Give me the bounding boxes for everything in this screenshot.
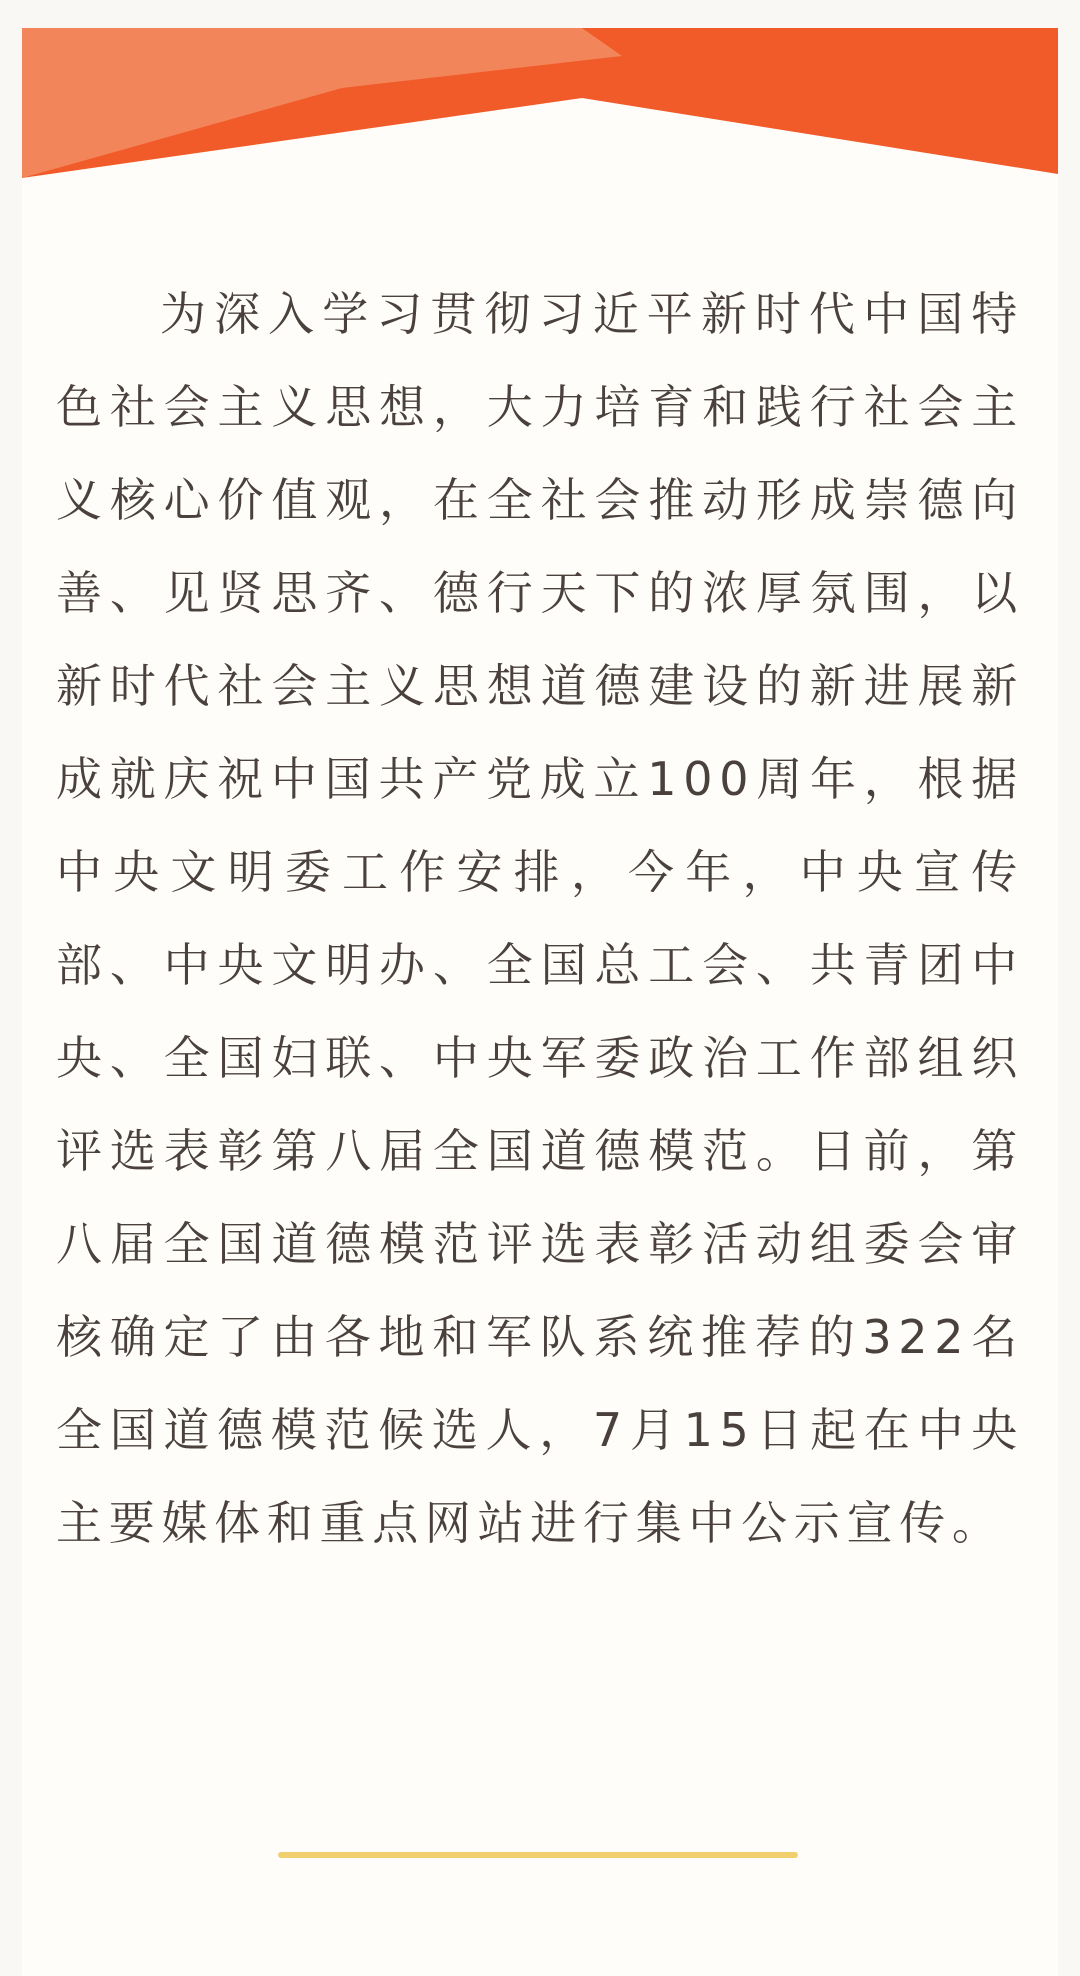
header-banner <box>22 28 1058 188</box>
divider-line <box>278 1852 798 1858</box>
article-paragraph: 为深入学习贯彻习近平新时代中国特色社会主义思想，大力培育和践行社会主义核心价值观，在全社会推动形成崇德向善、见贤思齐、德行天下的浓厚氛围，以新时代社会主义思想道德建设的新进展新成就庆祝中国共产党成立100周年，根据中央文明委工作安排，今年，中央宣传部、中央文明办、全国总工会、共青团中央、全国妇联、中央军委政治工作部组织评选表彰第八届全国道德模范。日前，第八届全国道德模范评选表彰活动组委会审核确定了由各地和军队系统推荐的322名全国道德模范候选人，7月15日起在中央主要媒体和重点网站进行集中公示宣传。 <box>56 287 1024 1550</box>
